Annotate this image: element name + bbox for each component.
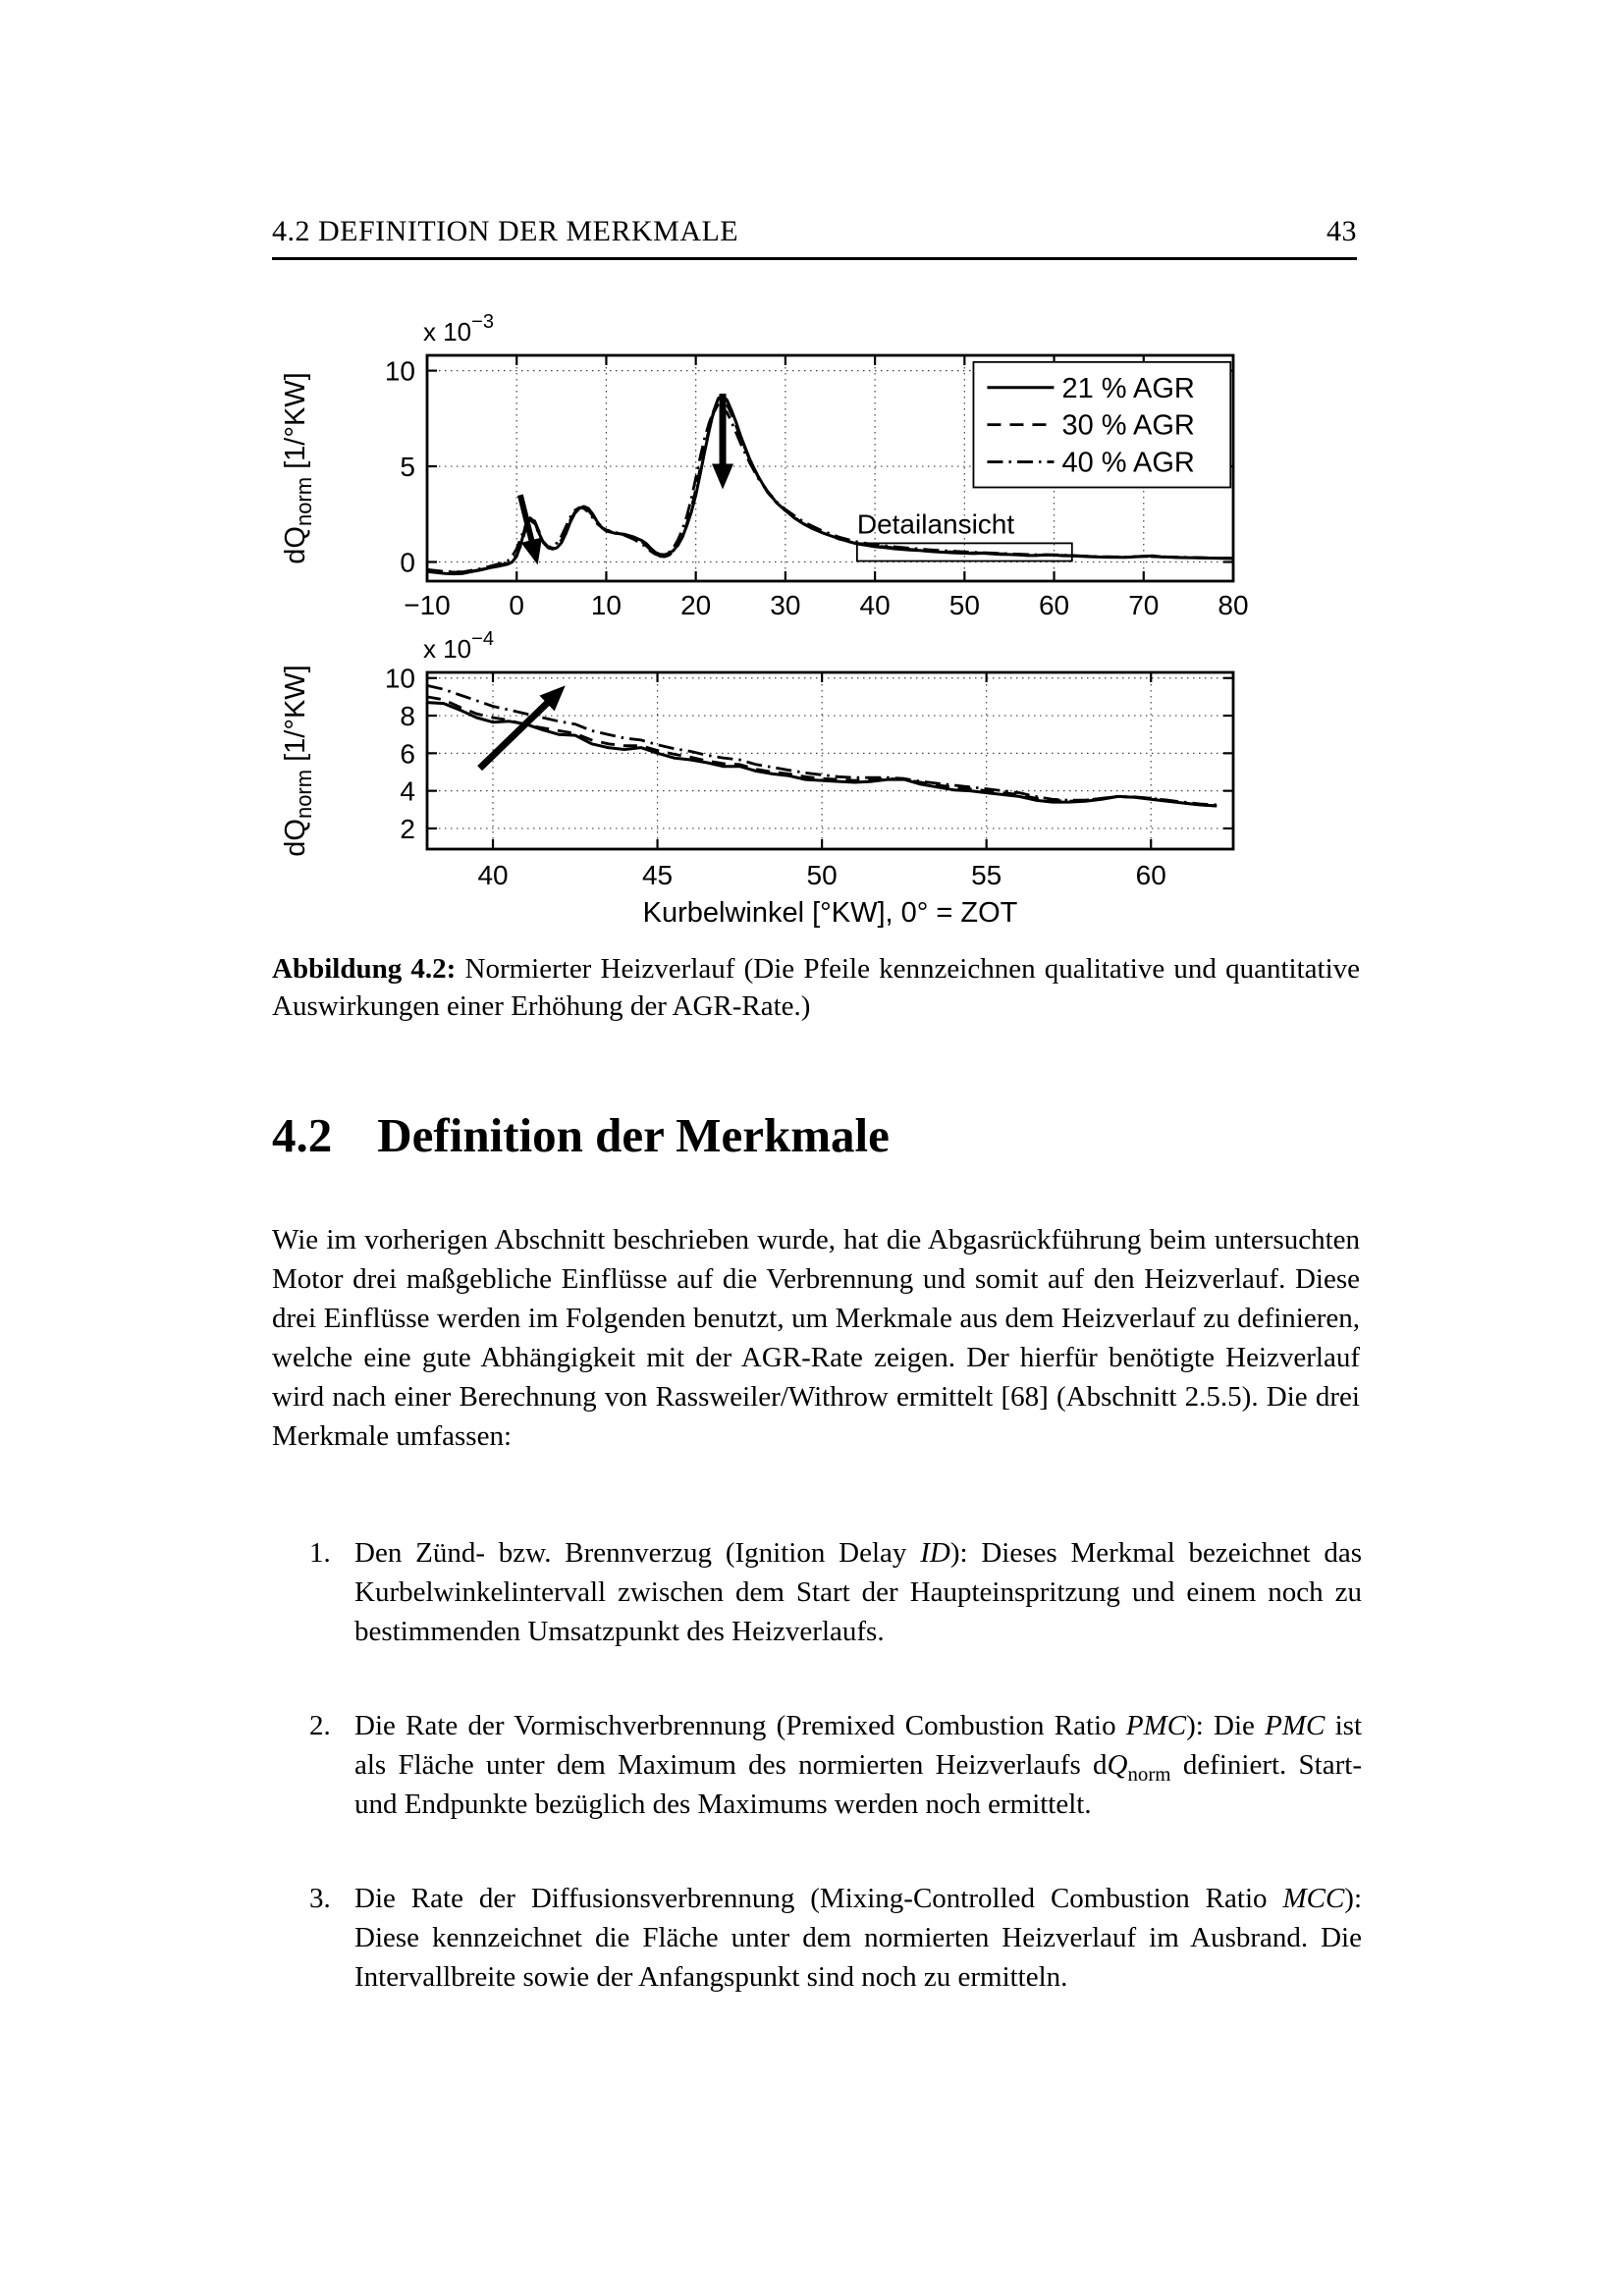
y-axis-label: $dQ_{norm}$ [1/°KW]	[280, 372, 316, 564]
legend-entry-label: 21 % AGR	[1061, 372, 1195, 404]
x-tick-label: 45	[641, 860, 674, 890]
x-tick-label: 60	[1135, 860, 1166, 890]
figure-caption-label: Abbildung 4.2:	[272, 953, 457, 985]
annotation-arrow	[480, 685, 566, 768]
list-item-text: Die Rate der Diffusionsverbrennung (Mixing-Controlled Combustion Ratio MCC): Diese kennzeichnet die Fläche unter dem normierten Heizverlauf im Ausbrand. Die Intervallbreite sowie der Anfangspunkt sind noch zu ermitteln.	[354, 1883, 1362, 1993]
running-header	[272, 215, 1357, 260]
y-axis-label: $dQ_{norm}$ [1/°KW]	[280, 665, 316, 857]
y-tick-label: 10	[384, 355, 415, 387]
section-number: 4.2	[272, 1108, 333, 1162]
y-tick-label: 8	[400, 701, 415, 732]
list-item-text: Den Zünd- bzw. Brennverzug (Ignition Delay ID): Dieses Merkmal bezeichnet das Kurbelwinkelintervall zwischen dem Start der Haupteinspritzung und einem noch zu bestimmenden Umsatzpunkt des Heizverlaufs.	[354, 1537, 1362, 1647]
list-item-number: 1.	[309, 1537, 331, 1569]
list-item-ignition-delay	[272, 1533, 1362, 1651]
x-tick-label: 0	[509, 590, 525, 620]
x-tick-label: 40	[477, 860, 509, 890]
x-tick-label: 40	[859, 590, 891, 620]
list-item-premixed-combustion	[272, 1706, 1362, 1824]
list-item-number: 2.	[309, 1710, 331, 1741]
intro-paragraph: Wie im vorherigen Abschnitt beschrieben wurde, hat die Abgasrückführung beim untersuchten Motor drei maßgebliche Einflüsse auf die Verbrennung und somit auf den Heizverlauf. Diese drei Einflüsse werden im Folgenden benutzt, um Merkmale aus dem Heizverlauf zu definieren, welche eine gute Abhängigkeit mit der AGR-Rate zeigen. Der hierfür benötigte Heizverlauf wird nach einer Berechnung von Rassweiler/Withrow ermittelt [68] (Abschnitt 2.5.5). Die drei Merkmale umfassen:	[272, 1224, 1360, 1452]
axis-scale-label: x $10^{-4}$	[423, 628, 494, 664]
section-heading	[272, 1109, 890, 1162]
chart-normalized-heat-release	[275, 299, 1267, 628]
x-tick-label: 50	[948, 590, 980, 620]
legend-entry-label: 30 % AGR	[1061, 409, 1195, 442]
y-tick-label: 0	[400, 547, 415, 578]
detail-view-label: Detailansicht	[856, 508, 1015, 540]
x-tick-label: 80	[1218, 590, 1249, 620]
page-number: 43	[1326, 215, 1357, 247]
legend	[973, 362, 1230, 488]
legend-entry-label: 40 % AGR	[1061, 447, 1195, 479]
x-tick-label: 30	[770, 590, 801, 620]
axis-scale-label: x $10^{-3}$	[423, 311, 494, 347]
y-tick-label: 2	[400, 813, 415, 844]
running-header-title: 4.2 DEFINITION DER MERKMALE	[272, 215, 739, 247]
x-axis-label: Kurbelwinkel [°KW], 0° = ZOT	[642, 897, 1018, 929]
x-tick-label: 70	[1128, 590, 1160, 620]
x-tick-label: 10	[590, 590, 623, 620]
x-tick-label: 20	[680, 590, 712, 620]
y-tick-label: 5	[400, 452, 415, 483]
section-title: Definition der Merkmale	[377, 1108, 890, 1162]
x-tick-label: 60	[1038, 590, 1070, 620]
x-tick-label: −10	[404, 590, 451, 620]
figure-caption-text: Normierter Heizverlauf (Die Pfeile kennzeichnen qualitative und quantitative Auswirkungen einer Erhöhung der AGR-Rate.)	[272, 953, 1360, 1022]
y-tick-label: 4	[400, 775, 415, 807]
series-30-agr	[427, 697, 1217, 806]
y-tick-label: 10	[384, 663, 415, 694]
feature-list	[272, 1533, 1362, 2052]
x-tick-label: 55	[971, 860, 1002, 890]
list-item-text: Die Rate der Vormischverbrennung (Premixed Combustion Ratio PMC): Die PMC ist als Fläche unter dem Maximum des normierten Heizverlaufs $dQ_{norm}$ definiert. Start- und Endpunkte bezüglich des Maximums werden noch ermittelt.	[354, 1710, 1363, 1820]
chart-detail-view	[275, 628, 1267, 933]
list-item-number: 3.	[309, 1883, 331, 1914]
y-tick-label: 6	[400, 738, 415, 770]
list-item-diffusion-combustion	[272, 1879, 1362, 1997]
figure-caption	[272, 950, 1360, 1025]
x-tick-label: 50	[806, 860, 838, 890]
